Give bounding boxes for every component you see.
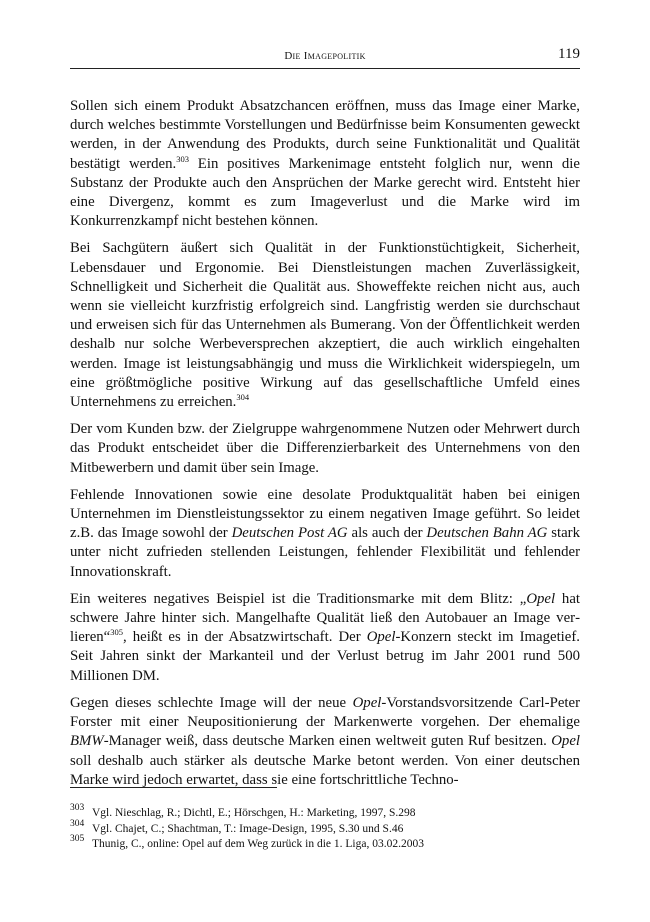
footnote-ref: 304 bbox=[236, 392, 250, 403]
paragraph bbox=[70, 694, 580, 790]
running-header bbox=[70, 44, 580, 69]
emphasis: Opel bbox=[551, 733, 580, 750]
paragraph bbox=[70, 97, 580, 231]
emphasis: BMW bbox=[70, 733, 104, 750]
paragraph bbox=[70, 420, 580, 478]
text-run: Sollen sich einem Produkt Absatzchancen eröffnen, muss das Image einer Marke, durch welches bestimmte Vorstellungen und Bedürfnisse beim Konsumenten geweckt werden, in der Anwendung des Produkts, durch seine Funktionalität und Qualität bestätigt werden. bbox=[70, 98, 580, 172]
footnote-ref: 303 bbox=[176, 153, 189, 164]
footnote-ref: 305 bbox=[110, 627, 124, 638]
footnote-text: Vgl. Chajet, C.; Shachtman, T.: Image-Design, 1995, S.30 und S.46 bbox=[92, 822, 404, 835]
paragraph bbox=[70, 486, 580, 582]
text-run: stark unter nicht zufrieden stellenden Leistungen, fehlender Flexibilität und fehlender Innovationskraft. bbox=[70, 525, 580, 580]
page-number: 119 bbox=[558, 46, 580, 62]
emphasis: Opel bbox=[352, 694, 382, 711]
footnote-text: Thunig, C., online: Opel auf dem Weg zurück in die 1. Liga, 03.02.2003 bbox=[92, 838, 424, 850]
emphasis: Opel bbox=[526, 590, 556, 607]
body-text bbox=[70, 97, 580, 798]
emphasis: Deutschen Bahn AG bbox=[426, 525, 548, 542]
footnote-304 bbox=[70, 818, 580, 838]
emphasis: Opel bbox=[366, 629, 396, 646]
text-run: Ein positives Markenimage entsteht folglich nur, wenn die Substanz der Produkte auch den Ansprüchen der Marke gerecht wird. Entsteht hier eine Divergenz, kommt es zum Imageverlust und die Marke wird im Konkurrenzkampf nicht bestehen können. bbox=[70, 155, 580, 230]
text-run: hat schwere Jahre hinter sich. Mangelhafte Qualität ließ den Autobauer an Image verlieren“ bbox=[70, 590, 580, 646]
footnote-number: 304 bbox=[70, 818, 85, 829]
running-title: Die Imagepolitik bbox=[284, 50, 366, 62]
paragraph bbox=[70, 239, 580, 412]
paragraph bbox=[70, 590, 580, 686]
text-run: -Konzern steckt im Imagetief. Seit Jahren sinkt der Markanteil und der Verlust betrug im Jahr 2001 rund 500 Millionen DM. bbox=[70, 629, 580, 684]
footnote-number: 305 bbox=[70, 834, 85, 844]
footnote-number: 303 bbox=[70, 803, 85, 813]
text-run: Fehlende Innovationen sowie eine desolate Produktqualität haben bei einigen Unternehmen im Dienstleistungssektor zu einem negativen Image geführt. So leidet z.B. das Image sowohl der bbox=[70, 486, 580, 542]
text-run: als auch der bbox=[347, 525, 427, 542]
footnote-303 bbox=[70, 803, 580, 822]
text-run: -Vorstandsvorsitzende Carl-Peter Forster mit einer Neupositionierung der Markenwerte vorgehen. Der ehemalige bbox=[70, 694, 580, 731]
footnote-305 bbox=[70, 834, 580, 853]
footnotes bbox=[70, 803, 580, 853]
footnote-text: Vgl. Nieschlag, R.; Dichtl, E.; Hörschgen, H.: Marketing, 1997, S.298 bbox=[92, 807, 416, 819]
text-run: Ein weiteres negatives Beispiel ist die Traditionsmarke mit dem Blitz: „ bbox=[70, 590, 527, 607]
text-run: Der vom Kunden bzw. der Zielgruppe wahrgenommene Nutzen oder Mehrwert durch das Produkt entscheidet über die Differenzierbarkeit des Unternehmens von den Mitbewerbern und damit über sein Image. bbox=[70, 421, 580, 476]
text-run: -Manager weiß, dass deutsche Marken einen weltweit guten Ruf besitzen. bbox=[103, 733, 552, 750]
text-run: Gegen dieses schlechte Image will der neue bbox=[70, 694, 353, 711]
emphasis: Deutschen Post AG bbox=[231, 525, 348, 542]
text-run: soll deshalb auch stärker als deutsche Marke betont werden. Von einer deutschen Marke wird jedoch erwartet, dass sie eine fortschrittliche Techno- bbox=[70, 752, 580, 788]
text-run: , heißt es in der Absatzwirtschaft. Der bbox=[123, 629, 367, 646]
footnote-separator bbox=[70, 787, 277, 788]
text-run: Bei Sachgütern äußert sich Qualität in der Funktionstüchtigkeit, Sicherheit, Lebensdauer und Ergonomie. Bei Dienstleistungen machen Zuverlässigkeit, Schnelligkeit und Sicherheit die Qualität aus. Showeffekte reichen nicht aus, auch wenn sie vielleicht kurzfristig erfolgreich sind. Langfristig werden sie durchschaut und erweisen sich für das Unternehmen als Bumerang. Von der Öffentlichkeit werden deshalb nur solche Werbeversprechen akzeptiert, die auch wirklich eingehalten werden. Image ist leistungsabhängig und muss die Wirklichkeit widerspiegeln, um eine größtmögliche positive Wirkung auf das gesellschaftliche Umfeld eines Unternehmens zu erreichen. bbox=[70, 240, 580, 411]
